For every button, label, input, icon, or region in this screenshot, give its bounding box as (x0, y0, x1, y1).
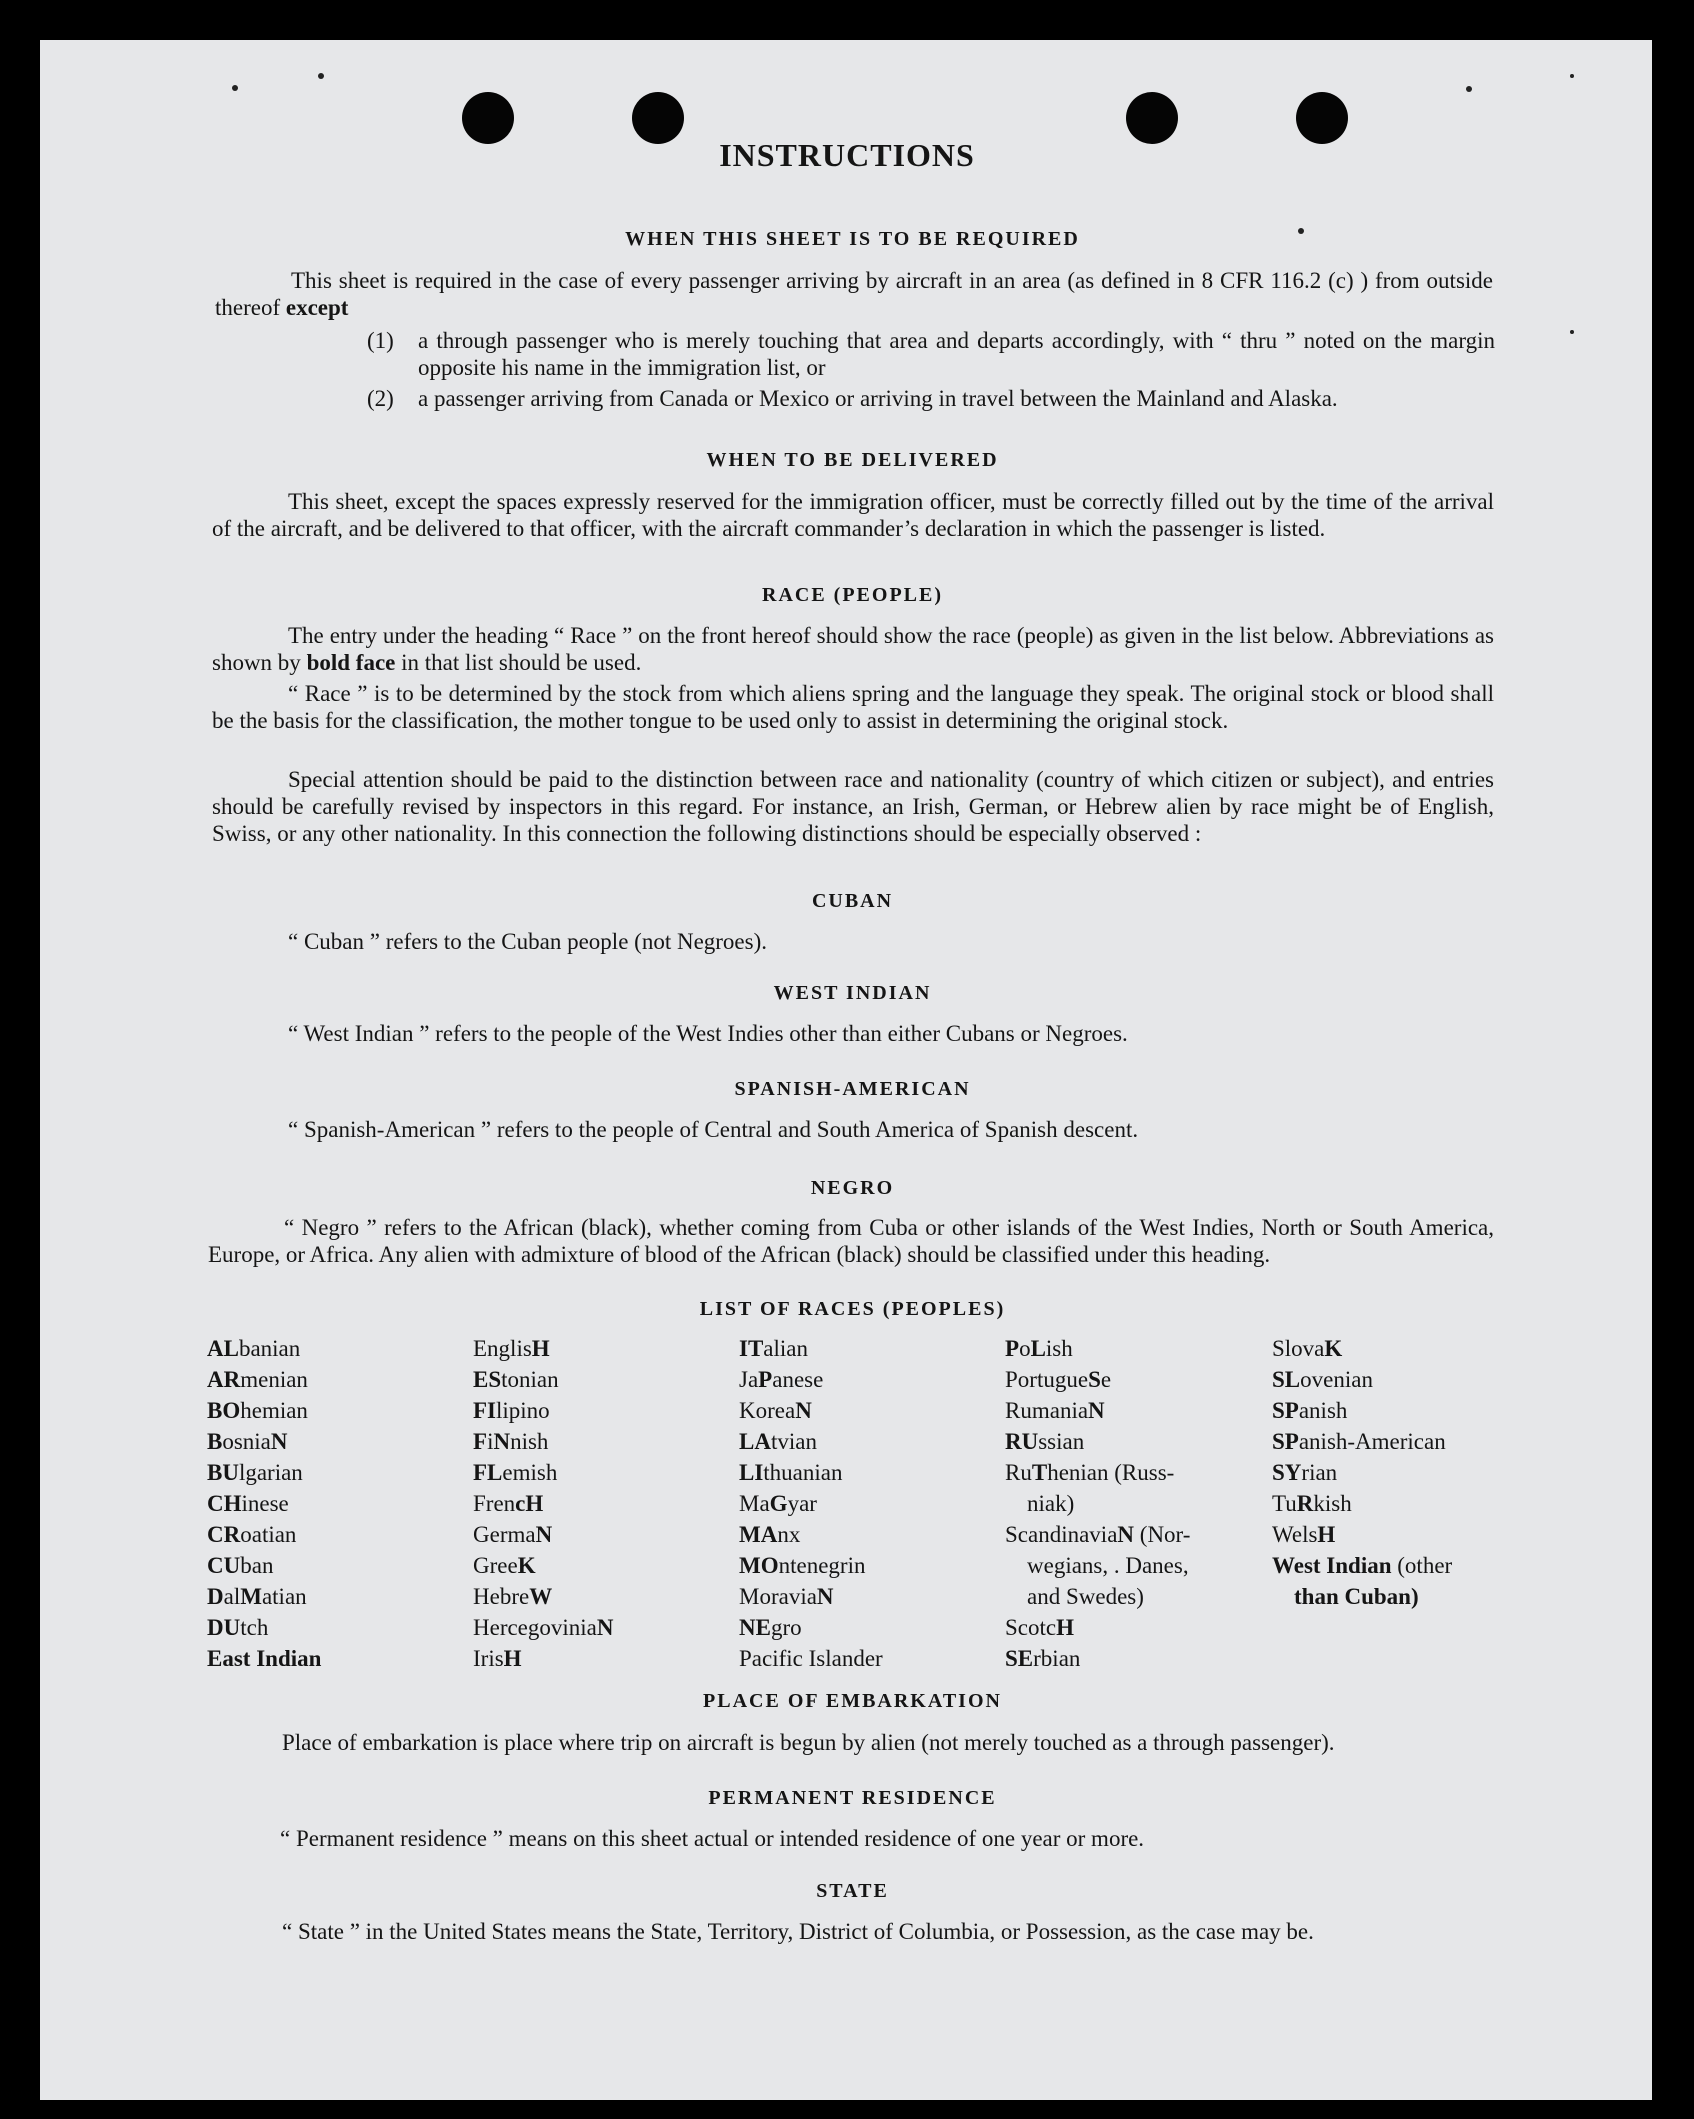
item-number: (1) (367, 328, 394, 353)
paragraph-spanish-american: “ Spanish-American ” refers to the people of Central and South America of Spanish descent. (288, 1117, 1139, 1142)
race-entry: IrisH (473, 1646, 522, 1671)
race-entry: RUssian (1005, 1429, 1085, 1454)
race-entry: BUlgarian (207, 1460, 303, 1485)
heading-spanish-american: SPANISH-AMERICAN (734, 1078, 971, 1100)
race-column (1005, 1333, 1190, 1674)
paragraph-race-stock: “ Race ” is to be determined by the stock from which aliens spring and the language they speak. The original stock or blood shall be the basis for the classification, the mother tongue to be used only to assist in determining the original stock. (212, 681, 1494, 733)
heading-when-required: WHEN THIS SHEET IS TO BE REQUIRED (625, 228, 1080, 250)
paragraph-when-required: This sheet is required in the case of every passenger arriving by aircraft in an area (as defined in 8 CFR 116.2 (c) ) from outside thereof except (215, 268, 1493, 320)
heading-race: RACE (PEOPLE) (762, 584, 943, 606)
race-entry: PortugueSe (1005, 1367, 1112, 1392)
speck (1570, 330, 1574, 334)
speck (1466, 86, 1472, 92)
heading-embarkation: PLACE OF EMBARKATION (703, 1690, 1002, 1712)
paragraph-race-entry: The entry under the heading “ Race ” on the front hereof should show the race (people) as given in the list below. Abbreviations as shown by bold face in that list should be used. (212, 623, 1494, 675)
race-entry: SYrian (1272, 1460, 1338, 1485)
race-entry: SErbian (1005, 1646, 1081, 1671)
race-entry: MoraviaN (739, 1584, 834, 1609)
item-number: (2) (367, 386, 394, 411)
race-entry: NEgro (739, 1615, 802, 1640)
race-entry: ARmenian (207, 1367, 308, 1392)
race-entry: DalMatian (207, 1584, 307, 1609)
race-entry: RuThenian (Russ- (1005, 1460, 1175, 1485)
speck (1570, 74, 1574, 78)
race-entry: FLemish (473, 1460, 558, 1485)
race-entry: FiNnish (473, 1429, 549, 1454)
race-entry: niak) (1027, 1491, 1075, 1516)
heading-west-indian: WEST INDIAN (773, 982, 932, 1004)
heading-when-delivered: WHEN TO BE DELIVERED (706, 449, 999, 471)
race-entry: ScotcH (1005, 1615, 1074, 1640)
race-entry: BOhemian (207, 1398, 308, 1423)
race-entry: East Indian (207, 1646, 322, 1671)
race-entry: wegians, . Danes, (1027, 1553, 1189, 1578)
race-entry: SLovenian (1272, 1367, 1373, 1392)
heading-permanent-residence: PERMANENT RESIDENCE (708, 1787, 997, 1809)
speck (318, 73, 324, 79)
race-entry: LAtvian (739, 1429, 817, 1454)
race-entry: CUban (207, 1553, 274, 1578)
race-entry: GermaN (473, 1522, 553, 1547)
paragraph-embarkation: Place of embarkation is place where trip on aircraft is begun by alien (not merely touched as a through passenger). (282, 1730, 1335, 1755)
race-entry: GreeK (473, 1553, 536, 1578)
race-entry: CHinese (207, 1491, 289, 1516)
heading-list-of-races: LIST OF RACES (PEOPLES) (699, 1298, 1006, 1320)
race-entry: Pacific Islander (739, 1646, 883, 1671)
paragraph-cuban: “ Cuban ” refers to the Cuban people (not Negroes). (288, 929, 768, 954)
race-entry: WelsH (1272, 1522, 1336, 1547)
race-entry: SlovaK (1272, 1336, 1343, 1361)
race-entry: RumaniaN (1005, 1398, 1105, 1423)
race-entry: LIthuanian (739, 1460, 843, 1485)
heading-negro: NEGRO (810, 1177, 895, 1199)
race-entry: PoLish (1005, 1336, 1073, 1361)
race-column (473, 1333, 614, 1674)
paragraph-west-indian: “ West Indian ” refers to the people of the West Indies other than either Cubans or Negroes. (288, 1021, 1128, 1046)
race-entry: FIlipino (473, 1398, 550, 1423)
race-entry: HercegoviniaN (473, 1615, 614, 1640)
race-column (739, 1333, 883, 1674)
race-entry: and Swedes) (1027, 1584, 1144, 1609)
race-column (207, 1333, 321, 1674)
race-entry: SPanish (1272, 1398, 1348, 1423)
heading-cuban: CUBAN (811, 890, 894, 912)
paragraph-negro: “ Negro ” refers to the African (black), whether coming from Cuba or other islands of the West Indies, North or South America, Europe, or Africa. Any alien with admixture of blood of the African (black) should be classified under this heading. (208, 1215, 1494, 1267)
race-entry: SPanish-American (1272, 1429, 1446, 1454)
race-entry: KoreaN (739, 1398, 812, 1423)
race-column (1272, 1333, 1452, 1612)
race-entry: FrencH (473, 1491, 544, 1516)
race-entry: MaGyar (739, 1491, 817, 1516)
paragraph-race-nationality: Special attention should be paid to the distinction between race and nationality (country of which citizen or subject), and entries should be carefully revised by inspectors in this regard. For instance, an Irish, German, or Hebrew alien by race might be of English, Swiss, or any other nationality. In this connection the following distinctions should be especially observed : (212, 767, 1494, 846)
speck (232, 85, 238, 91)
race-entry: West Indian (other (1272, 1553, 1453, 1578)
page-title: INSTRUCTIONS (719, 137, 975, 173)
race-entry: EnglisH (473, 1336, 550, 1361)
race-entry: ITalian (739, 1336, 808, 1361)
item-through-passenger: a through passenger who is merely touching that area and departs accordingly, with “ thru ” noted on the margin opposite his name in the immigration list, or (418, 328, 1495, 380)
heading-state: STATE (816, 1880, 889, 1902)
race-entry: MOntenegrin (739, 1553, 866, 1578)
paragraph-state: “ State ” in the United States means the State, Territory, District of Columbia, or Possession, as the case may be. (282, 1919, 1314, 1944)
race-entry: BosniaN (207, 1429, 288, 1454)
paragraph-permanent-residence: “ Permanent residence ” means on this sheet actual or intended residence of one year or more. (280, 1826, 1145, 1851)
race-entry: MAnx (739, 1522, 801, 1547)
race-entry: TuRkish (1272, 1491, 1352, 1516)
race-entry: JaPanese (739, 1367, 824, 1392)
paragraph-when-delivered: This sheet, except the spaces expressly reserved for the immigration officer, must be correctly filled out by the time of the arrival of the aircraft, and be delivered to that officer, with the aircraft commander’s declaration in which the passenger is listed. (212, 489, 1494, 541)
race-entry: HebreW (473, 1584, 553, 1609)
race-entry: CRoatian (207, 1522, 297, 1547)
race-entry: DUtch (207, 1615, 269, 1640)
race-entry: ALbanian (207, 1336, 301, 1361)
race-entry: than Cuban) (1294, 1584, 1419, 1609)
race-entry: EStonian (473, 1367, 559, 1392)
race-entry: ScandinaviaN (Nor- (1005, 1522, 1191, 1547)
item-canada-mexico: a passenger arriving from Canada or Mexico or arriving in travel between the Mainland and Alaska. (418, 386, 1338, 411)
